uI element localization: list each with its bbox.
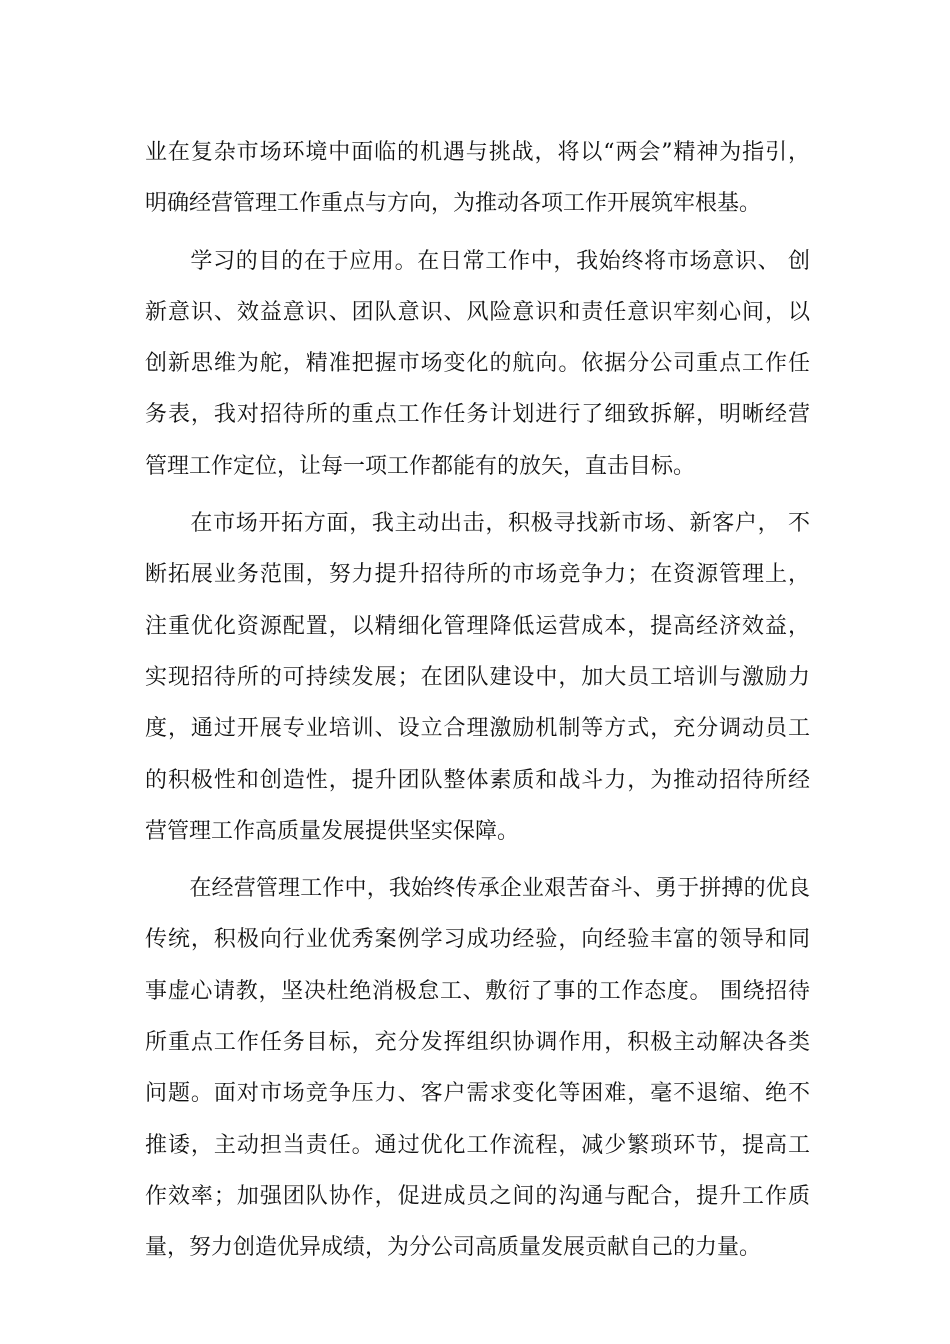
text-line: 作效率；加强团队协作，促进成员之间的沟通与配合，提升工作质 [145, 1183, 810, 1209]
text-line: 新意识、效益意识、团队意识、风险意识和责任意识牢刻心间，以 [145, 299, 810, 325]
text-line: 注重优化资源配置，以精细化管理降低运营成本，提高经济效益， [145, 613, 810, 639]
text-line: 断拓展业务范围，努力提升招待所的市场竞争力；在资源管理上， [145, 562, 810, 588]
text-line: 学习的目的在于应用。在日常工作中，我始终将市场意识、 创 [145, 248, 810, 274]
text-line: 明确经营管理工作重点与方向，为推动各项工作开展筑牢根基。 [145, 191, 762, 217]
text-line: 问题。面对市场竞争压力、客户需求变化等困难，毫不退缩、绝不 [145, 1081, 810, 1107]
text-line: 创新思维为舵，精准把握市场变化的航向。依据分公司重点工作任 [145, 351, 810, 377]
text-line: 度，通过开展专业培训、设立合理激励机制等方式，充分调动员工 [145, 716, 810, 742]
text-line: 的积极性和创造性，提升团队整体素质和战斗力，为推动招待所经 [145, 767, 810, 793]
paragraph-4 [145, 863, 810, 1273]
text-line: 在市场开拓方面，我主动出击，积极寻找新市场、新客户， 不 [145, 511, 810, 537]
text-line: 营管理工作高质量发展提供坚实保障。 [145, 818, 520, 844]
text-line: 务表，我对招待所的重点工作任务计划进行了细致拆解，明晰经营 [145, 402, 810, 428]
text-line: 业在复杂市场环境中面临的机遇与挑战，将以“两会”精神为指引， [145, 140, 810, 165]
text-line: 推诿，主动担当责任。通过优化工作流程，减少繁琐环节，提高工 [145, 1132, 810, 1158]
text-line: 在经营管理工作中，我始终传承企业艰苦奋斗、勇于拼搏的优良 [145, 876, 810, 902]
paragraph-3 [145, 498, 810, 857]
text-line: 事虚心请教，坚决杜绝消极怠工、敷衍了事的工作态度。 围绕招待 [145, 978, 810, 1004]
body-text [145, 127, 810, 1274]
paragraph-1 [145, 127, 810, 230]
text-line: 传统，积极向行业优秀案例学习成功经验，向经验丰富的领导和同 [145, 927, 810, 953]
text-line: 实现招待所的可持续发展；在团队建设中，加大员工培训与激励力 [145, 664, 810, 690]
text-line: 量，努力创造优异成绩，为分公司高质量发展贡献自己的力量。 [145, 1235, 762, 1261]
paragraph-2 [145, 236, 810, 492]
text-line: 管理工作定位，让每一项工作都能有的放矢，直击目标。 [145, 453, 696, 479]
text-line: 所重点工作任务目标，充分发挥组织协调作用，积极主动解决各类 [145, 1030, 810, 1056]
